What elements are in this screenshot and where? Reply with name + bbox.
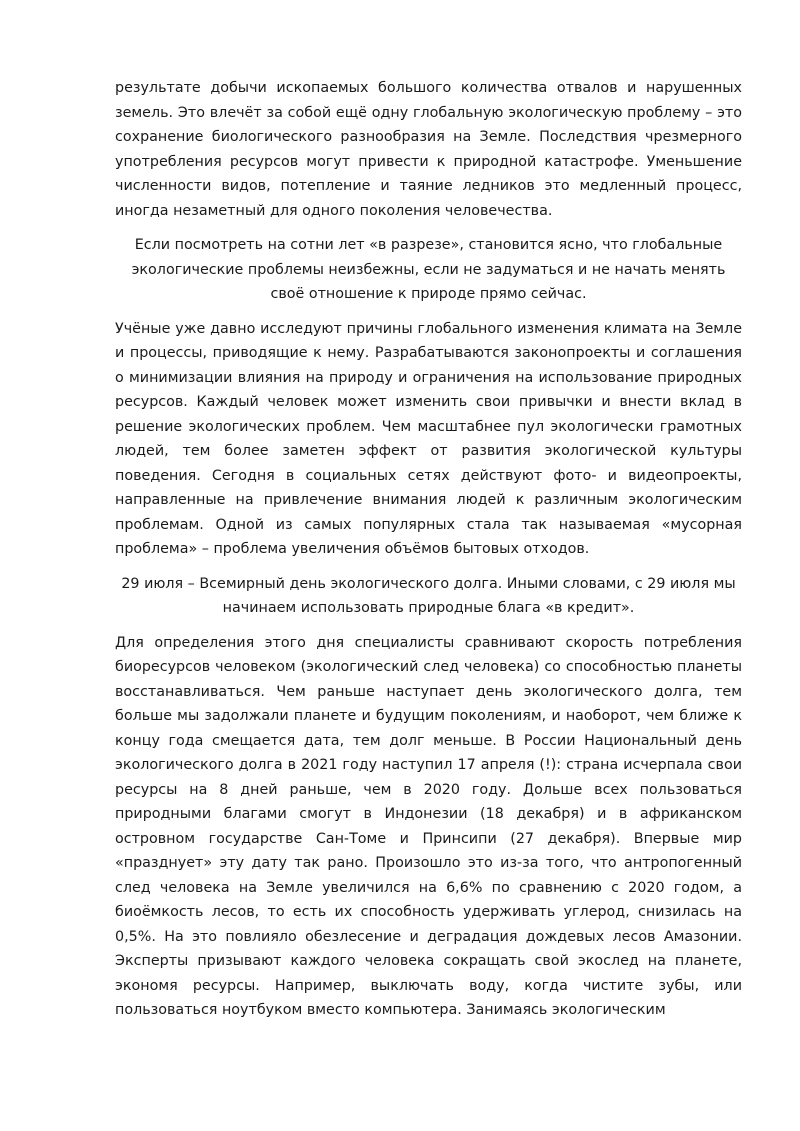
paragraph-centered-ecological-debt-day: 29 июля – Всемирный день экологического долга. Иными словами, с 29 июля мы начинаем использовать природные блага «в кредит».	[121, 575, 736, 616]
paragraph-scientists-climate: Учёные уже давно исследуют причины глобального изменения климата на Земле и процессы, приводящие к нему. Разрабатываются законопроекты и соглашения о минимизации влияния на природу и ограничения на использование природных ресурсов. Каждый человек может изменить свои привычки и внести вклад в решение экологических проблем. Чем масштабнее пул экологически грамотных людей, тем более заметен эффект от развития экологической культуры поведения. Сегодня в социальных сетях действуют фото- и видеопроекты, направленные на привлечение внимания людей к различным экологическим проблемам. Одной из самых популярных стала так называемая «мусорная проблема» – проблема увеличения объёмов бытовых отходов.	[115, 320, 742, 557]
paragraph-centered-global-problems: Если посмотреть на сотни лет «в разрезе», становится ясно, что глобальные экологические проблемы неизбежны, если не задуматься и не начать менять своё отношение к природе прямо сейчас.	[131, 237, 726, 302]
paragraph-biodiversity: результате добычи ископаемых большого количества отвалов и нарушенных земель. Это влечёт за собой ещё одну глобальную экологическую проблему – это сохранение биологического разнообразия на Земле. Последствия чрезмерного употребления ресурсов могут привести к природной катастрофе. Уменьшение численности видов, потепление и таяние ледников это медленный процесс, иногда незаметный для одного поколения человечества.	[115, 80, 742, 219]
document-page	[115, 76, 742, 1023]
paragraph-ecological-debt-details: Для определения этого дня специалисты сравнивают скорость потребления биоресурсов человеком (экологический след человека) со способностью планеты восстанавливаться. Чем раньше наступает день экологического долга, тем больше мы задолжали планете и будущим поколениям, и наоборот, чем ближе к концу года смещается дата, тем долг меньше. В России Национальный день экологического долга в 2021 году наступил 17 апреля (!): страна исчерпала свои ресурсы на 8 дней раньше, чем в 2020 году. Дольше всех пользоваться природными благами смогут в Индонезии (18 декабря) и в африканском островном государстве Сан-Томе и Принсипи (27 декабря). Впервые мир «празднует» эту дату так рано. Произошло это из-за того, что антропогенный след человека на Земле увеличился на 6,6% по сравнению с 2020 годом, а биоёмкость лесов, то есть их способность удерживать углерод, снизилась на 0,5%. На это повлияло обезлесение и деградация дождевых лесов Амазонии. Эксперты призывают каждого человека сокращать свой экослед на планете, экономя ресурсы. Например, выключать воду, когда чистите зубы, или пользоваться ноутбуком вместо компьютера. Занимаясь экологическим	[115, 634, 742, 1018]
